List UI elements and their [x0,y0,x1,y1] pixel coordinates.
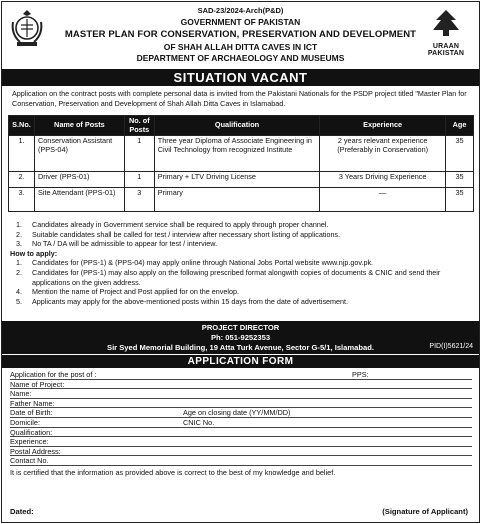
header-qualification: Qualification [154,116,320,136]
project-subtitle: OF SHAH ALLAH DITTA CAVES IN ICT [163,42,318,52]
item-number: 4. [16,287,22,297]
department-name: DEPARTMENT OF ARCHAEOLOGY AND MUSEUMS [136,53,345,63]
note-number: 2. [16,229,22,239]
field-father-name[interactable] [10,399,472,409]
note-text: No TA / DA will be admissible to appear for test / interview. [32,239,218,249]
note-text: Candidates already in Government service shall be required to apply through proper channel. [32,220,329,229]
field-experience[interactable] [10,437,472,447]
postal-label: Postal Address: [10,446,61,456]
cell-count: 1 [124,172,154,188]
field-contact[interactable] [10,456,472,466]
item-number: 1. [16,258,22,268]
field-post[interactable] [10,370,472,380]
project-director-block [2,321,479,354]
cnic-label: CNIC No. [183,417,215,427]
signature-row [10,507,472,516]
name-label: Name: [10,389,32,399]
field-domicile[interactable] [10,418,472,428]
director-phone: Ph: 051-9252353 [210,333,271,342]
project-label: Name of Project: [10,379,65,389]
cell-age: 35 [446,136,474,172]
cell-post: Site Attendant (PPS-01) [34,188,124,212]
uraan-logo-icon [421,8,471,38]
cell-post: Conservation Assistant (PPS-04) [34,136,124,172]
cell-sno: 2. [9,172,35,188]
director-title: PROJECT DIRECTOR [201,323,280,332]
intro-paragraph: Application on the contract posts with complete personal data is invited from the Pakistani Nationals for the PSDP project titled "Master Plan for Conservation, Preservation and Development of Shah Allah Ditta Caves in Islamabad. [12,89,467,108]
cell-experience: 2 years relevant experience (Preferably in Conservation) [320,136,446,172]
list-item [16,239,476,249]
header [2,2,479,68]
item-number: 2. [16,267,22,277]
note-number: 3. [16,239,22,249]
table-row [9,172,474,188]
list-item [16,297,476,307]
uraan-logo-text: URAAN PAKISTAN [427,43,465,57]
dated-label: Dated: [10,507,34,516]
cell-count: 1 [124,136,154,172]
application-form-title: APPLICATION FORM [2,355,479,368]
government-title: GOVERNMENT OF PAKISTAN [180,17,301,27]
cell-count: 3 [124,188,154,212]
experience-label: Experience: [10,437,49,447]
project-title: MASTER PLAN FOR CONSERVATION, PRESERVATION AND DEVELOPMENT [64,29,417,40]
list-item [16,230,476,240]
header-post: Name of Posts [34,116,124,136]
how-to-apply-heading: How to apply: [10,248,58,258]
cell-age: 35 [446,172,474,188]
contact-label: Contact No. [10,456,49,466]
certification-text: It is certified that the information as provided above is correct to the best of my knowledge and belief. [10,467,336,477]
field-project[interactable] [10,380,472,390]
note-number: 1. [16,220,22,229]
item-text: Candidates for (PPS-1) may also apply on the following prescribed format alongwith copies of documents & CNIC and send their applications on the given address. [32,267,441,287]
cell-qualification: Primary [154,188,320,212]
cell-sno: 1. [9,136,35,172]
post-label: Application for the post of : [10,370,97,379]
signature-label: (Signature of Applicant) [382,507,468,516]
header-experience: Experience [320,116,446,136]
item-text: Applicants may apply for the above-mentioned posts within 15 days from the date of advertisement. [32,296,349,306]
item-number: 5. [16,296,22,306]
header-count: No. of Posts [124,116,154,136]
situation-vacant-banner: SITUATION VACANT [2,69,479,86]
posts-table [8,115,474,212]
reference-number: SAD-23/2024-Arch(P&D) [197,6,284,15]
cell-qualification: Three year Diploma of Associate Engineering in Civil Technology from recognized Institute [154,136,320,172]
age-label: Age on closing date (YY/MM/DD) [183,408,291,418]
uraan-pakistan-logo [421,8,471,57]
table-row [9,188,474,212]
list-item [16,220,476,230]
item-text: Mention the name of Project and Post applied for on the envelop. [32,287,239,297]
list-item [16,287,476,297]
table-header-row [9,116,474,136]
qualification-label: Qualification: [10,427,53,437]
pid-number: PID(I)5621/24 [429,343,473,350]
header-sno: S.No. [9,116,35,136]
application-form [10,370,472,477]
note-text: Suitable candidates shall be called for test / interview after necessary short listing of applications. [32,229,341,239]
cell-post: Driver (PPS-01) [34,172,124,188]
field-qualification[interactable] [10,428,472,438]
header-age: Age [446,116,474,136]
domicile-label: Domicile: [10,417,41,427]
field-name[interactable] [10,389,472,399]
field-dob[interactable] [10,408,472,418]
list-item [16,268,476,287]
cell-age: 35 [446,188,474,212]
dob-label: Date of Birth: [10,408,53,418]
table-row [9,136,474,172]
pps-label: PPS: [352,370,369,379]
cell-qualification: Primary + LTV Driving License [154,172,320,188]
item-text: Candidates for (PPS-1) & (PPS-04) may apply online through National Jobs Portal website www.njp.gov.pk. [32,258,374,268]
cell-sno: 3. [9,188,35,212]
father-label: Father Name: [10,398,55,408]
advertisement-page [1,1,480,523]
notes-section [10,220,476,306]
field-postal-address[interactable] [10,447,472,457]
list-item [16,258,476,268]
director-address: Sir Syed Memorial Building, 19 Atta Turk Avenue, Sector G-5/1, Islamabad. [107,343,374,352]
cell-experience: — [320,188,446,212]
cell-experience: 3 Years Driving Experience [320,172,446,188]
